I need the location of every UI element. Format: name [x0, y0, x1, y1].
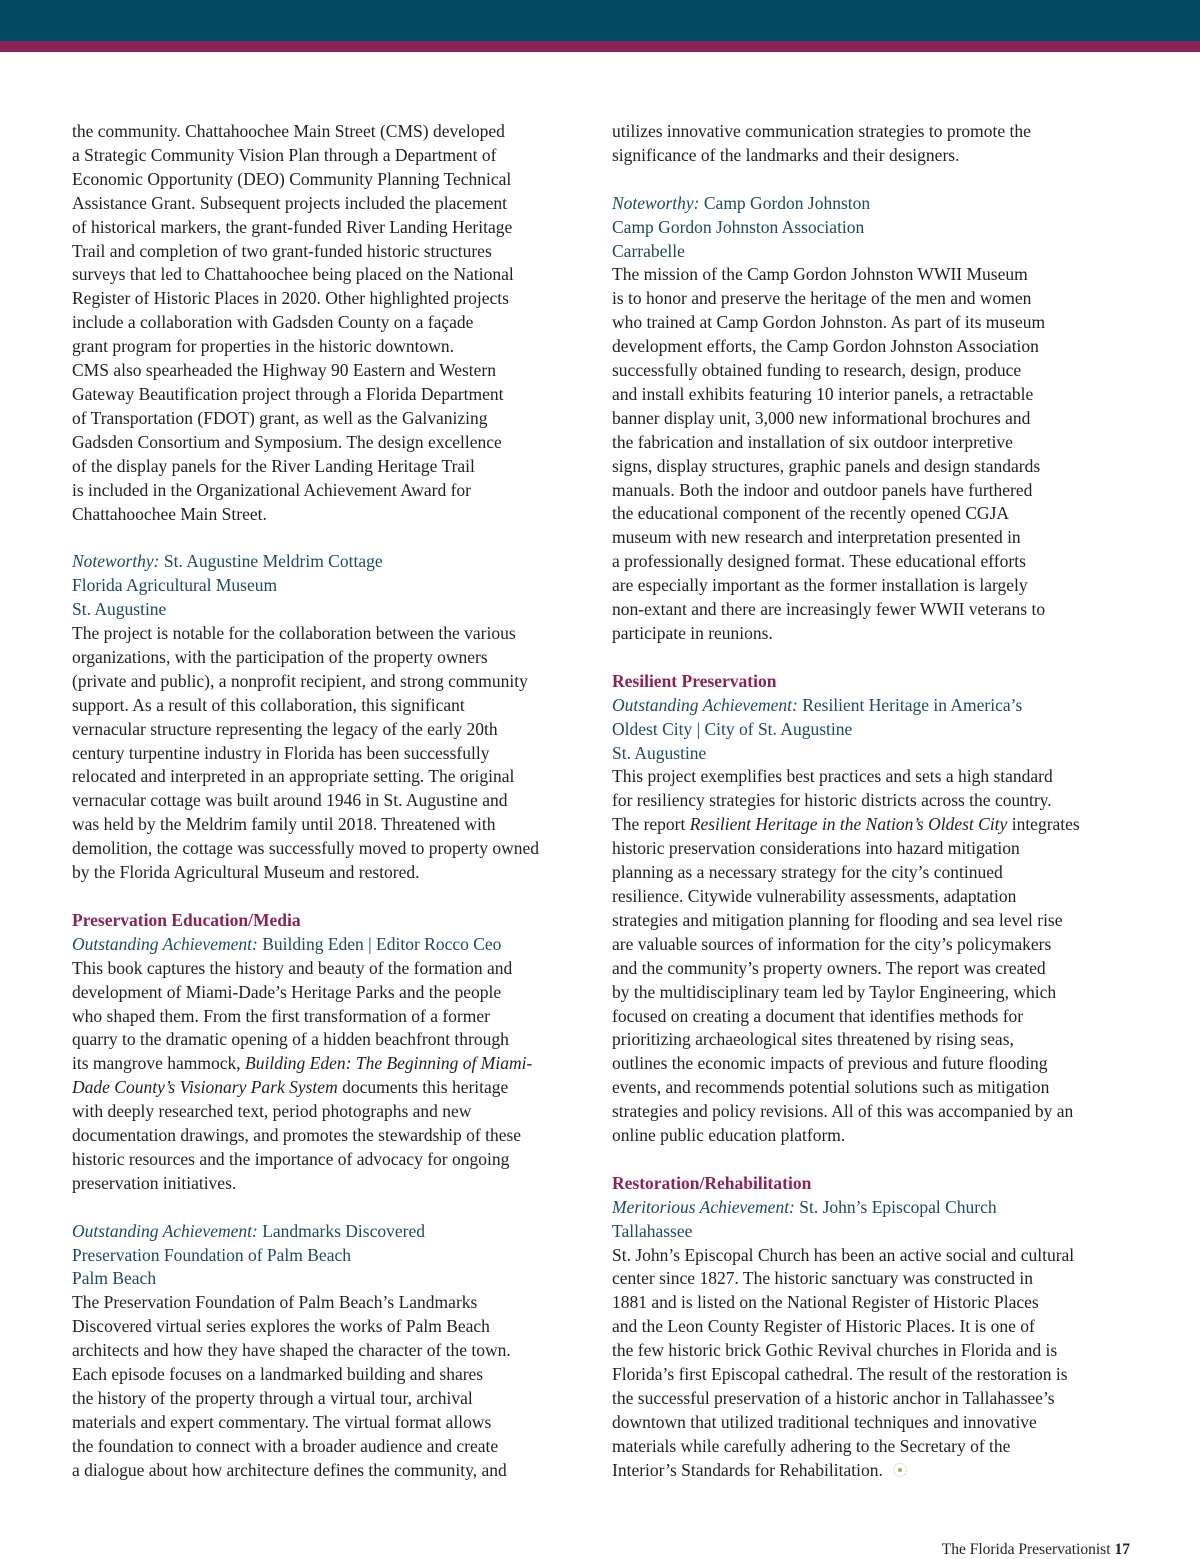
text-line: quarry to the dramatic opening of a hidden beachfront through [72, 1029, 509, 1050]
text-line: the fabrication and installation of six outdoor interpretive [612, 431, 1013, 452]
text-line: is included in the Organizational Achievement Award for [72, 479, 471, 500]
text-line: a Strategic Community Vision Plan through a Department of [72, 144, 497, 165]
city-name: St. Augustine [72, 599, 167, 620]
spacer [72, 526, 588, 550]
text-line: utilizes innovative communication strategies to promote the [612, 121, 1031, 141]
text-line: the successful preservation of a historic anchor in Tallahassee’s [612, 1387, 1055, 1408]
text-line: of the display panels for the River Landing Heritage Trail [72, 455, 475, 476]
text-line: support. As a result of this collaboration, this significant [72, 694, 465, 715]
spacer [72, 885, 588, 909]
project-name: Resilient Heritage in America’s [802, 694, 1023, 715]
text-line: manuals. Both the indoor and outdoor panels have furthered [612, 479, 1033, 500]
award-level: Meritorious Achievement: [612, 1196, 795, 1217]
project-name: Landmarks Discovered [262, 1220, 425, 1241]
award-line [72, 933, 588, 957]
text-line: St. John’s Episcopal Church has been an active social and cultural [612, 1244, 1075, 1265]
organization-name: Preservation Foundation of Palm Beach [72, 1244, 351, 1265]
text-segment: Interior’s Standards for Rehabilitation. [612, 1459, 883, 1480]
text-line: century turpentine industry in Florida has been successfully [72, 742, 490, 763]
text-line: Assistance Grant. Subsequent projects included the placement [72, 192, 507, 213]
text-line: development of Miami-Dade’s Heritage Parks and the people [72, 981, 502, 1002]
end-of-article-icon [893, 1463, 907, 1477]
category-heading: Preservation Education/Media [72, 909, 301, 930]
text-line [612, 1459, 1134, 1483]
text-line: is to honor and preserve the heritage of the men and women [612, 288, 1032, 309]
text-line: development efforts, the Camp Gordon Johnston Association [612, 336, 1039, 357]
continuation-paragraph [612, 120, 1134, 168]
text-line: vernacular structure representing the legacy of the early 20th [72, 718, 498, 739]
text-line: outlines the economic impacts of previous and future flooding [612, 1053, 1048, 1074]
text-line: by the multidisciplinary team led by Taylor Engineering, which [612, 981, 1057, 1002]
award-line [72, 1220, 588, 1244]
text-line: The Preservation Foundation of Palm Beach’s Landmarks [72, 1292, 478, 1313]
text-line: the foundation to connect with a broader audience and create [72, 1435, 499, 1456]
organization-name: Florida Agricultural Museum [72, 575, 278, 596]
text-line: Economic Opportunity (DEO) Community Planning Technical [72, 168, 512, 189]
text-line: historic resources and the importance of advocacy for ongoing [72, 1148, 510, 1169]
right-column [612, 120, 1134, 1483]
text-line: who shaped them. From the first transformation of a former [72, 1005, 490, 1026]
text-line: successfully obtained funding to research, design, produce [612, 360, 1022, 381]
category-heading: Restoration/Rehabilitation [612, 1172, 812, 1193]
left-column [72, 120, 588, 1483]
text-line: of Transportation (FDOT) grant, as well as the Galvanizing [72, 407, 488, 428]
text-line [72, 1052, 588, 1076]
camp-gordon-johnston-entry [612, 192, 1134, 646]
project-name-continued: Oldest City | City of St. Augustine [612, 718, 853, 739]
text-line: This book captures the history and beauty of the formation and [72, 957, 513, 978]
text-line: preservation initiatives. [72, 1172, 237, 1193]
project-name: Camp Gordon Johnston [703, 192, 871, 213]
text-line: demolition, the cottage was successfully moved to property owned [72, 838, 540, 859]
text-line: a dialogue about how architecture defines the community, and [72, 1459, 507, 1480]
text-line: participate in reunions. [612, 623, 773, 644]
text-line: are especially important as the former installation is largely [612, 575, 1028, 596]
text-line: and the community’s property owners. The report was created [612, 957, 1046, 978]
award-level: Outstanding Achievement: [72, 933, 258, 954]
project-name: St. Augustine Meldrim Cottage [163, 551, 383, 572]
publication-title: The Florida Preservationist [941, 1541, 1111, 1558]
text-line: Gadsden Consortium and Symposium. The design excellence [72, 431, 502, 452]
text-line: and the Leon County Register of Historic Places. It is one of [612, 1316, 1035, 1337]
text-line: surveys that led to Chattahoochee being placed on the National [72, 264, 514, 285]
text-line: strategies and policy revisions. All of this was accompanied by an [612, 1101, 1074, 1122]
text-line: the educational component of the recently opened CGJA [612, 503, 1010, 524]
project-name: St. John’s Episcopal Church [799, 1196, 997, 1217]
st-johns-church-entry [612, 1196, 1134, 1483]
city-name: Tallahassee [612, 1220, 693, 1241]
award-line [612, 1196, 1134, 1220]
text-line: Trail and completion of two grant-funded historic structures [72, 240, 492, 261]
award-level: Outstanding Achievement: [612, 694, 798, 715]
city-name: Palm Beach [72, 1268, 157, 1289]
text-line: non-extant and there are increasingly fewer WWII veterans to [612, 599, 1046, 620]
text-line: documentation drawings, and promotes the stewardship of these [72, 1125, 522, 1146]
spacer [612, 1148, 1134, 1172]
text-line: events, and recommends potential solutions such as mitigation [612, 1077, 1050, 1098]
text-line: relocated and interpreted in an appropriate setting. The original [72, 766, 515, 787]
text-line: materials while carefully adhering to the Secretary of the [612, 1435, 1011, 1456]
text-line: This project exemplifies best practices and sets a high standard [612, 766, 1053, 787]
text-line: Each episode focuses on a landmarked building and shares [72, 1364, 484, 1385]
text-line: materials and expert commentary. The virtual format allows [72, 1411, 492, 1432]
award-level: Noteworthy: [72, 551, 160, 572]
spacer [612, 168, 1134, 192]
award-line [612, 694, 1134, 718]
text-line: organizations, with the participation of the property owners [72, 646, 488, 667]
text-line: the few historic brick Gothic Revival churches in Florida and is [612, 1340, 1058, 1361]
text-line: Gateway Beautification project through a Florida Department [72, 383, 504, 404]
city-name: Carrabelle [612, 240, 685, 261]
text-line: planning as a necessary strategy for the city’s continued [612, 862, 1003, 883]
text-line: by the Florida Agricultural Museum and restored. [72, 862, 420, 883]
text-line: grant program for properties in the historic downtown. [72, 336, 454, 357]
spacer [612, 646, 1134, 670]
text-line: of historical markers, the grant-funded River Landing Heritage [72, 216, 513, 237]
intro-paragraph [72, 120, 588, 526]
text-line: for resiliency strategies for historic districts across the country. [612, 790, 1052, 811]
award-level: Noteworthy: [612, 192, 700, 213]
text-line [72, 1076, 588, 1100]
award-level: Outstanding Achievement: [72, 1220, 258, 1241]
text-line: downtown that utilized traditional techniques and innovative [612, 1411, 1037, 1432]
project-name: Building Eden | Editor Rocco Ceo [262, 933, 502, 954]
organization-name: Camp Gordon Johnston Association [612, 216, 865, 237]
award-line [612, 192, 1134, 216]
text-line: Register of Historic Places in 2020. Other highlighted projects [72, 288, 509, 309]
text-line: banner display unit, 3,000 new informational brochures and [612, 407, 1031, 428]
header-accent-stripe [0, 41, 1200, 52]
text-line: with deeply researched text, period photographs and new [72, 1101, 472, 1122]
text-line: was held by the Meldrim family until 2018. Threatened with [72, 814, 496, 835]
text-line: Discovered virtual series explores the works of Palm Beach [72, 1316, 490, 1337]
text-segment: integrates [1007, 814, 1080, 835]
text-line: 1881 and is listed on the National Register of Historic Places [612, 1292, 1039, 1313]
text-line: the history of the property through a virtual tour, archival [72, 1387, 473, 1408]
text-line: resilience. Citywide vulnerability assessments, adaptation [612, 885, 1017, 906]
text-line: signs, display structures, graphic panels and design standards [612, 455, 1041, 476]
text-line: Chattahoochee Main Street. [72, 503, 267, 524]
text-line: museum with new research and interpretation presented in [612, 527, 1021, 548]
text-line: architects and how they have shaped the character of the town. [72, 1340, 511, 1361]
text-segment: The report [612, 814, 690, 835]
text-line: who trained at Camp Gordon Johnston. As part of its museum [612, 312, 1046, 333]
header-band [0, 0, 1200, 41]
text-line: CMS also spearheaded the Highway 90 Eastern and Western [72, 360, 496, 381]
text-line: are valuable sources of information for the city’s policymakers [612, 933, 1052, 954]
book-title: Dade County’s Visionary Park System [72, 1077, 338, 1098]
text-line: strategies and mitigation planning for flooding and sea level rise [612, 909, 1063, 930]
book-title: Building Eden: The Beginning of Miami- [245, 1053, 533, 1074]
meldrim-cottage-entry [72, 550, 588, 885]
text-line: and install exhibits featuring 10 interior panels, a retractable [612, 383, 1034, 404]
building-eden-entry [72, 933, 588, 1196]
text-line: vernacular cottage was built around 1946 in St. Augustine and [72, 790, 508, 811]
text-line: historic preservation considerations into hazard mitigation [612, 838, 1020, 859]
text-line: online public education platform. [612, 1125, 846, 1146]
text-line: The project is notable for the collaboration between the various [72, 623, 516, 644]
text-line: include a collaboration with Gadsden County on a façade [72, 312, 474, 333]
spacer [72, 1196, 588, 1220]
text-line: The mission of the Camp Gordon Johnston WWII Museum [612, 264, 1028, 285]
resilient-heritage-entry [612, 694, 1134, 1148]
text-line: (private and public), a nonprofit recipient, and strong community [72, 670, 528, 691]
page-number: 17 [1114, 1541, 1130, 1558]
text-line: prioritizing archaeological sites threatened by rising seas, [612, 1029, 1014, 1050]
award-line [72, 550, 588, 574]
report-title: Resilient Heritage in the Nation’s Oldest City [689, 814, 1008, 835]
text-line: the community. Chattahoochee Main Street (CMS) developed [72, 121, 505, 141]
text-line: Florida’s first Episcopal cathedral. The result of the restoration is [612, 1364, 1068, 1385]
landmarks-discovered-entry [72, 1220, 588, 1483]
text-line [612, 813, 1134, 837]
text-segment: its mangrove hammock, [72, 1053, 246, 1074]
text-segment: documents this heritage [337, 1077, 509, 1098]
page-footer [942, 1541, 1130, 1559]
text-line: focused on creating a document that identifies methods for [612, 1005, 1024, 1026]
text-line: a professionally designed format. These educational efforts [612, 551, 1026, 572]
category-heading: Resilient Preservation [612, 670, 777, 691]
text-line: center since 1827. The historic sanctuary was constructed in [612, 1268, 1033, 1289]
text-line: significance of the landmarks and their designers. [612, 144, 960, 165]
city-name: St. Augustine [612, 742, 707, 763]
